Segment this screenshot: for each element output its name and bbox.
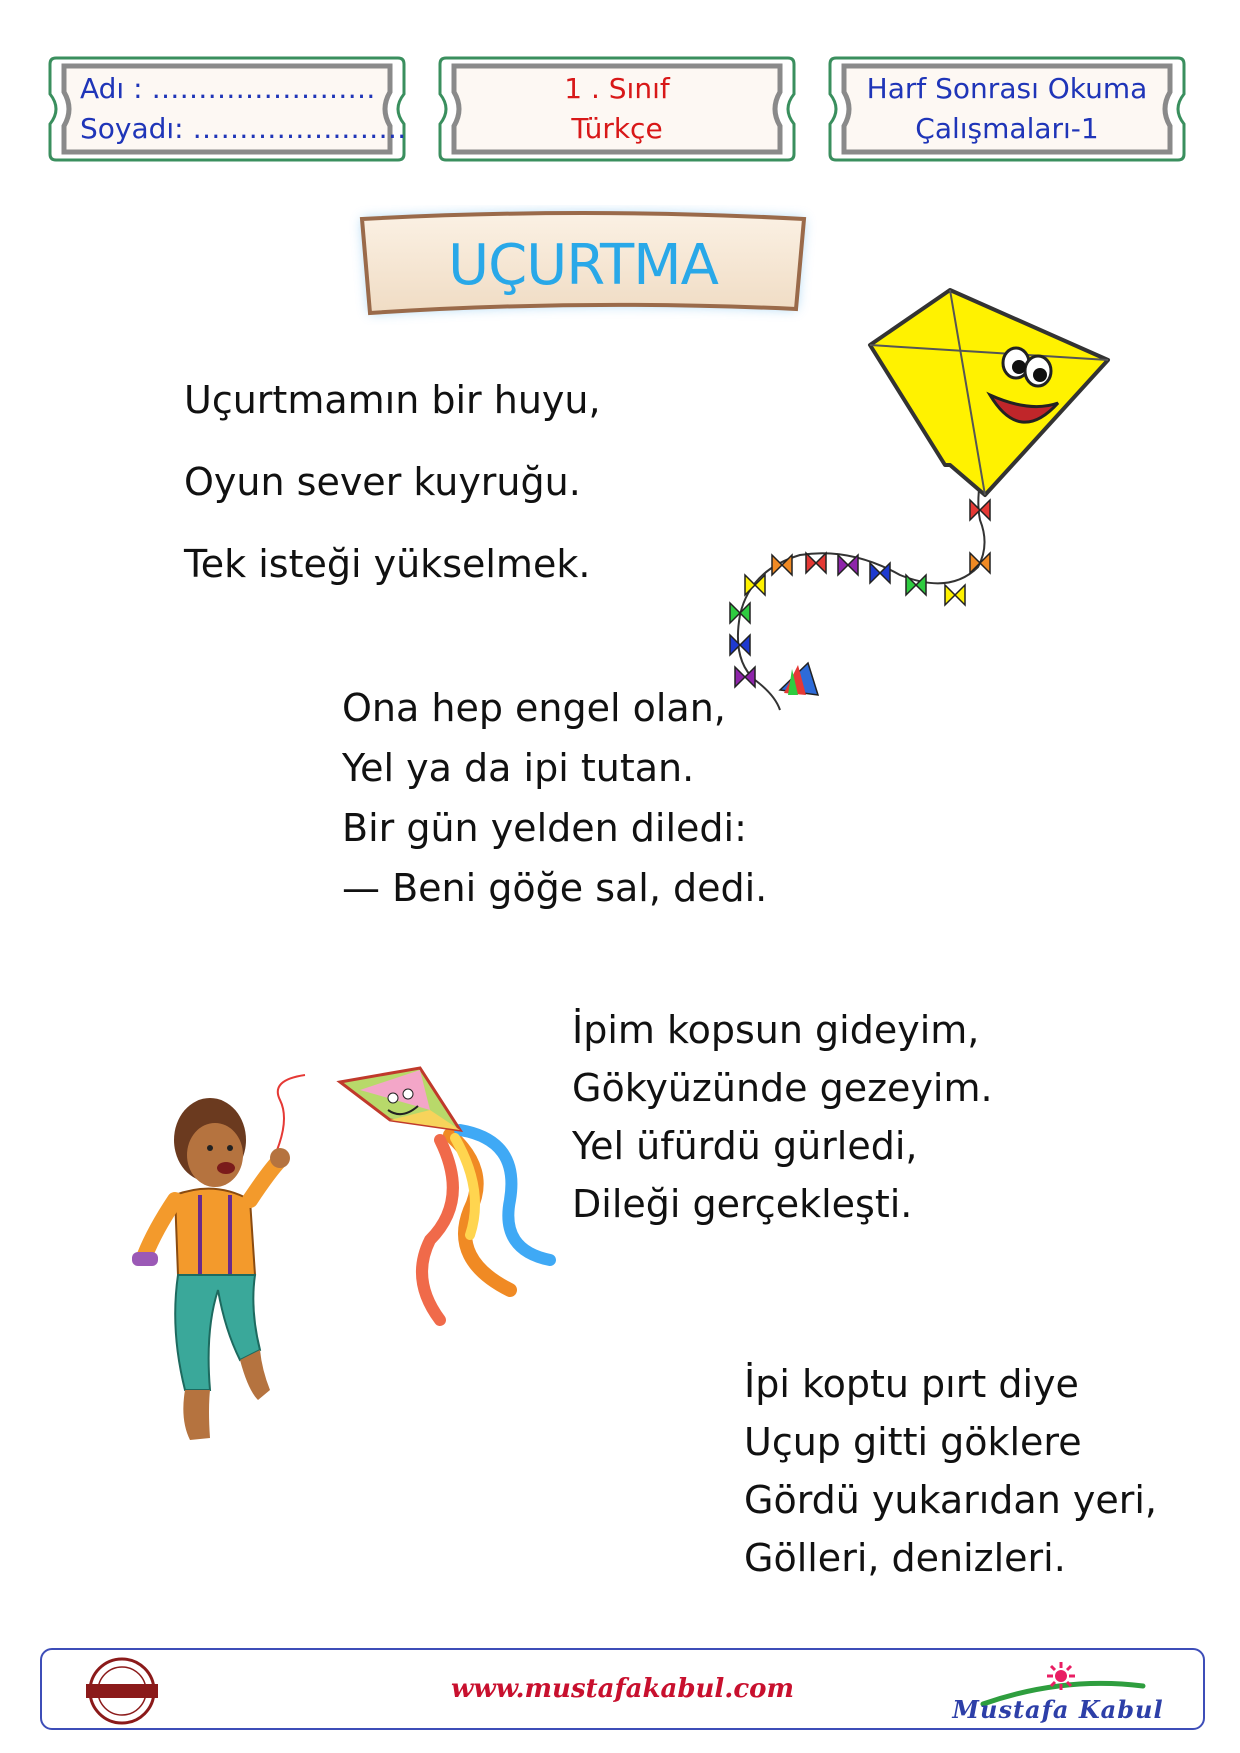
stanza-3 [572,1002,993,1234]
page-title: UÇURTMA [448,232,718,298]
grade-box [432,50,802,168]
poem-line: Yel ya da ipi tutan. [342,746,695,790]
poem-line: Gölleri, denizleri. [744,1536,1066,1580]
poem-line: İpim kopsun gideyim, [572,1008,980,1052]
poem-line: Oyun sever kuyruğu. [184,460,581,504]
brand-name: Mustafa Kabul [952,1695,1164,1724]
poem-line: İpi koptu pırt diye [744,1362,1079,1406]
website-link[interactable]: www.mustafakabul.com [450,1674,795,1704]
poem-line: Uçurtmamın bir huyu, [184,378,601,422]
name-box [42,50,412,168]
poem-line: Ona hep engel olan, [342,686,726,730]
poem-line: Gördü yukarıdan yeri, [744,1478,1158,1522]
poem-line: Yel üfürdü gürledi, [572,1124,918,1168]
stanza-4 [744,1356,1157,1588]
name-label[interactable]: Adı : …………………… [80,72,376,105]
grade-label: 1 . Sınıf [564,72,670,105]
footer-bar [40,1648,1205,1730]
stanza-2 [342,680,767,920]
poem-line: Gökyüzünde gezeyim. [572,1066,993,1110]
worksheet-title-line2: Çalışmaları-1 [915,112,1099,145]
smiling-kite-illustration [680,285,1120,715]
poem-line: — Beni göğe sal, dedi. [342,866,768,910]
poem-line: Dileği gerçekleşti. [572,1182,913,1226]
poem-line: Bir gün yelden diledi: [342,806,747,850]
poem-line: Tek isteği yükselmek. [184,542,591,586]
poem-line: Uçup gitti göklere [744,1420,1082,1464]
boy-flying-kite-illustration [130,1060,560,1470]
surname-label[interactable]: Soyadı: ……………..…… [80,112,407,145]
worksheet-title-line1: Harf Sonrası Okuma [866,72,1148,105]
brand-logo [943,1656,1173,1728]
subject-label: Türkçe [571,112,663,145]
stanza-1 [184,372,601,618]
worksheet-box [822,50,1192,168]
